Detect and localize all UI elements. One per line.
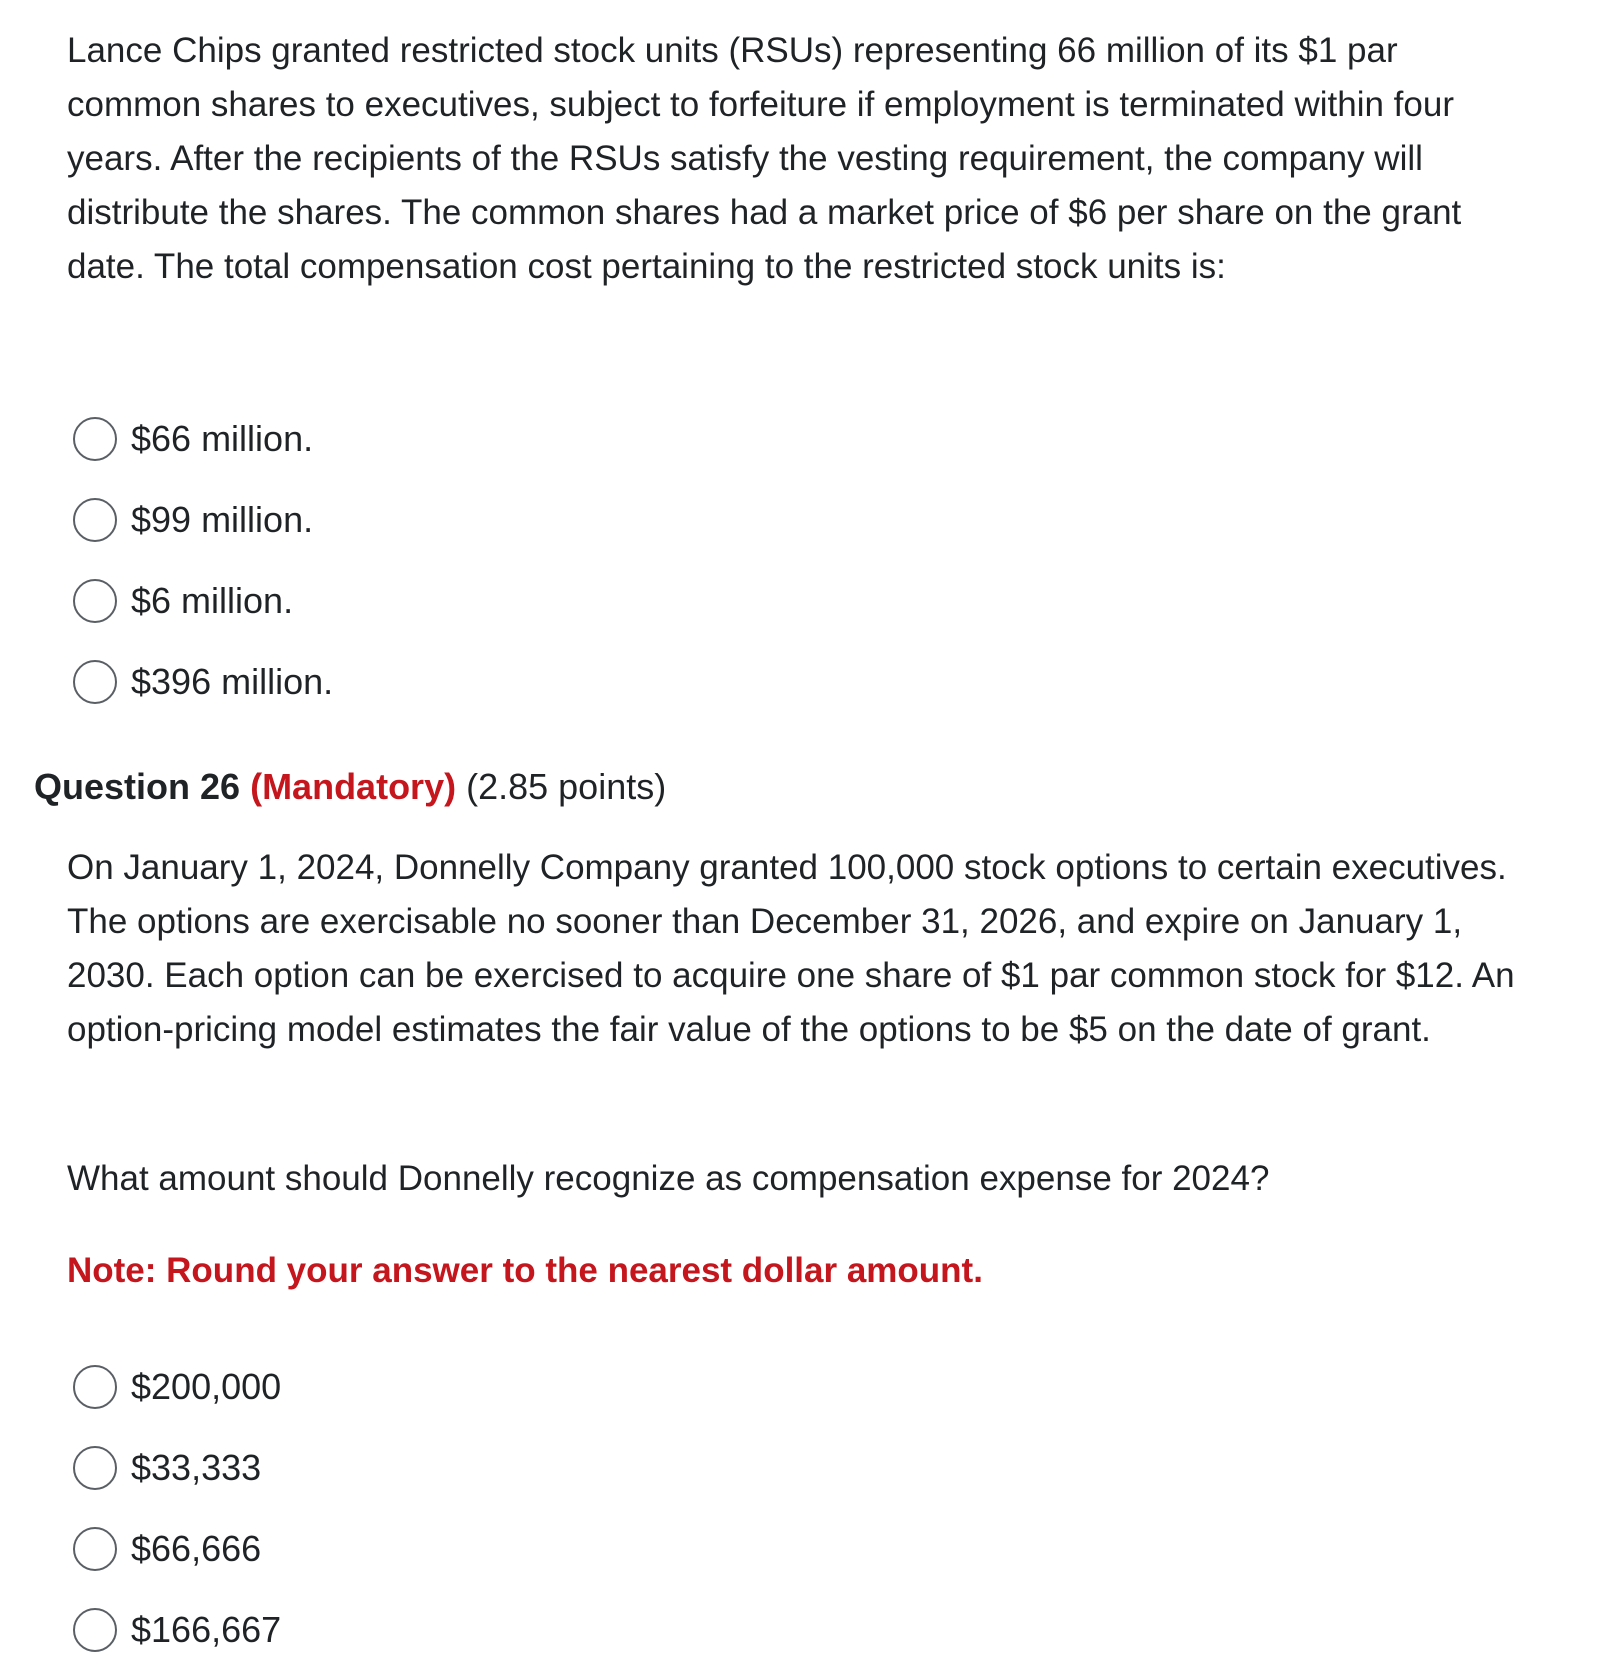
option-label[interactable]: $66 million.	[131, 417, 314, 459]
option-label[interactable]: $396 million.	[131, 660, 334, 702]
option-label[interactable]: $33,333	[131, 1446, 262, 1488]
question-26-title: Question 26	[34, 766, 241, 807]
question-26-option-d[interactable]	[73, 1589, 281, 1670]
question-26-note: Note: Round your answer to the nearest dollar amount.	[67, 1251, 983, 1290]
question-25-option-a[interactable]	[73, 398, 333, 479]
radio-circle-icon[interactable]	[73, 1527, 117, 1571]
option-label[interactable]: $66,666	[131, 1527, 262, 1569]
question-25-text: Lance Chips granted restricted stock units (RSUs) representing 66 million of its $1 par common shares to executives, subject to forfeiture if employment is terminated within four years. After the recipients of the RSUs satisfy the vesting requirement, the company will distribute the shares. The common shares had a market price of $6 per share on the grant date. The total compensation cost pertaining to the restricted stock units is:	[67, 31, 1462, 286]
question-26-option-c[interactable]	[73, 1508, 281, 1589]
question-25-option-d[interactable]	[73, 641, 333, 722]
radio-circle-icon[interactable]	[73, 1446, 117, 1490]
question-26-header	[34, 761, 666, 813]
option-label[interactable]: $200,000	[131, 1365, 282, 1407]
question-26-option-b[interactable]	[73, 1427, 281, 1508]
question-26-option-a[interactable]	[73, 1346, 281, 1427]
radio-circle-icon[interactable]	[73, 498, 117, 542]
radio-circle-icon[interactable]	[73, 1608, 117, 1652]
question-25-option-b[interactable]	[73, 479, 333, 560]
question-25-option-c[interactable]	[73, 560, 333, 641]
question-26-text: On January 1, 2024, Donnelly Company granted 100,000 stock options to certain executives. The options are exercisable no sooner than December 31, 2026, and expire on January 1, 2030. Each option can be exercised to acquire one share of $1 par common stock for $12. An option-pricing model estimates the fair value of the options to be $5 on the date of grant.	[67, 848, 1515, 1049]
radio-circle-icon[interactable]	[73, 417, 117, 461]
points-label: (2.85 points)	[466, 766, 667, 807]
mandatory-label: (Mandatory)	[250, 766, 457, 807]
radio-circle-icon[interactable]	[73, 1365, 117, 1409]
option-label[interactable]: $166,667	[131, 1608, 282, 1650]
radio-circle-icon[interactable]	[73, 579, 117, 623]
question-25-options	[73, 398, 333, 722]
question-26-options	[73, 1346, 281, 1670]
radio-circle-icon[interactable]	[73, 660, 117, 704]
option-label[interactable]: $99 million.	[131, 498, 314, 540]
option-label[interactable]: $6 million.	[131, 579, 294, 621]
question-26-prompt: What amount should Donnelly recognize as compensation expense for 2024?	[67, 1159, 1270, 1198]
